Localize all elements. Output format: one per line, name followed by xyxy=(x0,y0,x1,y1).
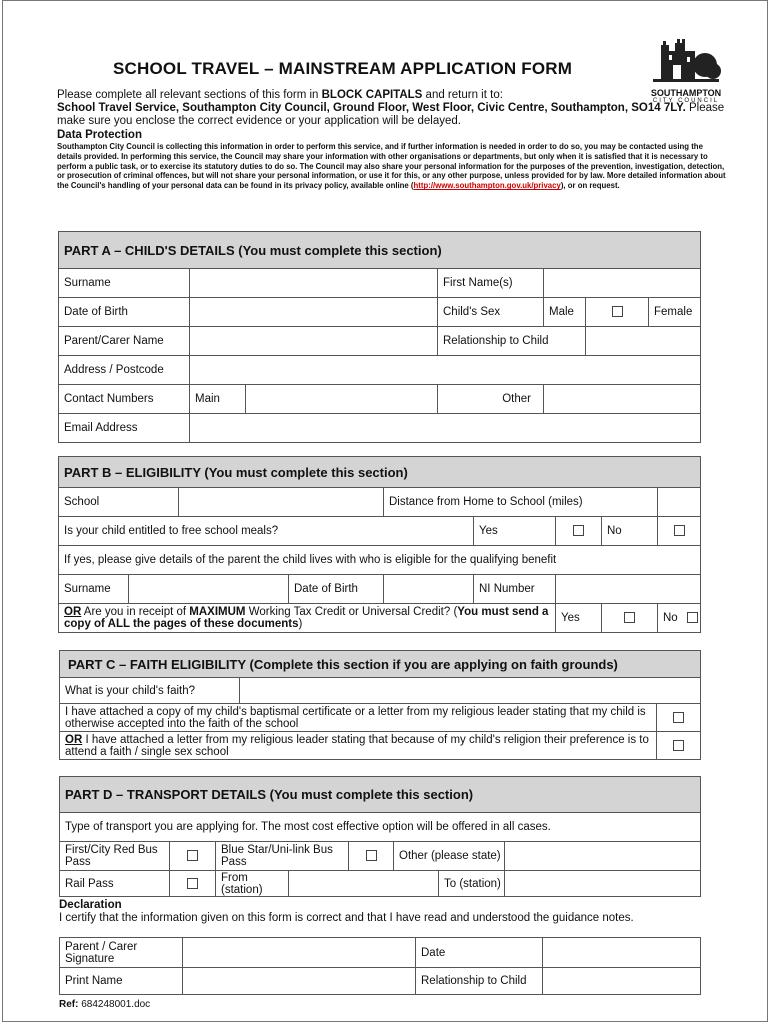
meals-question: Is your child entitled to free school meals? xyxy=(59,517,474,546)
dob-field[interactable] xyxy=(190,298,438,327)
data-protection-text: Southampton City Council is collecting this information in order to perform this service, and if further information is needed in order to do so, you may be contacted using the details provided. In performing this service, the Council may share your information with other organisations or departments, but only when it is satisfied that it is necessary to perform a public task, or to exercise its statutory duties to do so. The Council may also share your personal information for the purposes of the prevention, investigation, detection, or prosecution of criminal offences, but will not share your personal information, or use it for this, or any other purpose, unless provided for by law. More detailed information about the Council's handling of your personal data can be found in its privacy policy, available online (http://www.southampton.gov.uk/privacy), or on request. xyxy=(57,142,726,191)
first-city-checkbox[interactable] xyxy=(170,842,216,871)
from-station-field[interactable] xyxy=(289,871,439,897)
declaration-table xyxy=(59,937,701,995)
email-field[interactable] xyxy=(190,414,701,443)
logo-subname: CITY COUNCIL xyxy=(652,98,720,104)
if-yes-instruction: If yes, please give details of the parent the child lives with who is eligible for the qualifying benefit xyxy=(59,546,701,575)
religious-letter-checkbox[interactable] xyxy=(657,732,701,760)
relationship-field[interactable] xyxy=(586,327,701,356)
meals-yes-checkbox[interactable] xyxy=(556,517,602,546)
castle-icon xyxy=(651,39,721,83)
male-label: Male xyxy=(544,298,586,327)
school-label: School xyxy=(59,488,179,517)
meals-no-label: No xyxy=(602,517,658,546)
return-address: School Travel Service, Southampton City Council, Ground Floor, West Floor, Civic Centre, Southampton, SO14 7LY. xyxy=(57,102,686,114)
part-a-heading: PART A – CHILD'S DETAILS (You must complete this section) xyxy=(59,232,701,269)
first-city-label: First/City Red Bus Pass xyxy=(60,842,170,871)
intro-text: Please complete all relevant sections of this form in BLOCK CAPITALS and return it to: School Travel Service, Southampton City Council, Ground Floor, West Floor, Civic Centre, Southampton, SO14 7LY. Please make sure you enclose the correct evidence or your application will be delayed. xyxy=(57,89,725,127)
parent-dob-field[interactable] xyxy=(384,575,474,604)
tax-no-checkbox[interactable] xyxy=(687,612,698,623)
meals-no-checkbox[interactable] xyxy=(658,517,701,546)
main-label: Main xyxy=(190,385,246,414)
first-names-label: First Name(s) xyxy=(438,269,544,298)
document-reference: Ref: 684248001.doc xyxy=(59,999,151,1010)
email-label: Email Address xyxy=(59,414,190,443)
parent-surname-label: Surname xyxy=(59,575,129,604)
address-label: Address / Postcode xyxy=(59,356,190,385)
first-names-field[interactable] xyxy=(544,269,701,298)
date-field[interactable] xyxy=(543,938,701,968)
parent-surname-field[interactable] xyxy=(129,575,289,604)
distance-field[interactable] xyxy=(658,488,701,517)
male-checkbox[interactable] xyxy=(586,298,649,327)
baptismal-checkbox[interactable] xyxy=(657,704,701,732)
relationship-label: Relationship to Child xyxy=(438,327,586,356)
signature-label: Parent / Carer Signature xyxy=(60,938,183,968)
print-name-label: Print Name xyxy=(60,968,183,995)
part-b-heading: PART B – ELIGIBILITY (You must complete this section) xyxy=(59,457,701,488)
tax-credit-question: OR Are you in receipt of MAXIMUM Working Tax Credit or Universal Credit? (You must send a copy of ALL the pages of these documents) xyxy=(59,604,556,633)
female-label: Female xyxy=(649,298,701,327)
part-c-heading: PART C – FAITH ELIGIBILITY (Complete this section if you are applying on faith grounds) xyxy=(60,651,701,678)
tax-yes-checkbox[interactable] xyxy=(602,604,658,633)
faith-field[interactable] xyxy=(240,678,701,704)
form-title: SCHOOL TRAVEL – MAINSTREAM APPLICATION FORM xyxy=(113,59,573,78)
rail-pass-label: Rail Pass xyxy=(60,871,170,897)
decl-relationship-field[interactable] xyxy=(543,968,701,995)
parent-field[interactable] xyxy=(190,327,438,356)
signature-field[interactable] xyxy=(183,938,416,968)
transport-type-instruction: Type of transport you are applying for. The most cost effective option will be offered in all cases. xyxy=(60,813,701,842)
tax-yes-label: Yes xyxy=(556,604,602,633)
decl-relationship-label: Relationship to Child xyxy=(416,968,543,995)
application-form-page xyxy=(2,0,768,1022)
privacy-link[interactable]: http://www.southampton.gov.uk/privacy xyxy=(413,181,561,191)
from-station-label: From (station) xyxy=(216,871,289,897)
parent-dob-label: Date of Birth xyxy=(289,575,384,604)
surname-field[interactable] xyxy=(190,269,438,298)
to-station-field[interactable] xyxy=(505,871,701,897)
declaration-text: I certify that the information given on this form is correct and that I have read and understood the guidance notes. xyxy=(59,912,634,924)
part-a-table xyxy=(58,231,701,443)
other-number-field[interactable] xyxy=(544,385,701,414)
blue-star-label: Blue Star/Uni-link Bus Pass xyxy=(216,842,349,871)
ni-label: NI Number xyxy=(474,575,556,604)
other-transport-field[interactable] xyxy=(505,842,701,871)
address-field[interactable] xyxy=(190,356,701,385)
blue-star-checkbox[interactable] xyxy=(349,842,394,871)
to-station-label: To (station) xyxy=(439,871,505,897)
declaration-heading: Declaration xyxy=(59,899,122,911)
other-label: Other xyxy=(438,385,544,414)
faith-label: What is your child's faith? xyxy=(60,678,240,704)
meals-yes-label: Yes xyxy=(474,517,556,546)
part-c-table xyxy=(59,650,701,760)
part-d-table xyxy=(59,776,701,897)
parent-label: Parent/Carer Name xyxy=(59,327,190,356)
data-protection-heading: Data Protection xyxy=(57,129,142,141)
sex-label: Child's Sex xyxy=(438,298,544,327)
part-b-table xyxy=(58,456,701,633)
part-d-heading: PART D – TRANSPORT DETAILS (You must complete this section) xyxy=(60,777,701,813)
contact-label: Contact Numbers xyxy=(59,385,190,414)
distance-label: Distance from Home to School (miles) xyxy=(384,488,658,517)
baptismal-statement: I have attached a copy of my child's baptismal certificate or a letter from my religious leader stating that my child is otherwise accepted into the faith of the school xyxy=(60,704,657,732)
tax-no-cell: No xyxy=(658,604,701,633)
print-name-field[interactable] xyxy=(183,968,416,995)
ni-field[interactable] xyxy=(556,575,701,604)
religious-letter-statement: OR I have attached a letter from my religious leader stating that because of my child's religion their preference is to attend a faith / single sex school xyxy=(60,732,657,760)
surname-label: Surname xyxy=(59,269,190,298)
school-field[interactable] xyxy=(179,488,384,517)
logo-name: SOUTHAMPTON xyxy=(650,88,722,98)
date-label: Date xyxy=(416,938,543,968)
main-number-field[interactable] xyxy=(246,385,438,414)
other-transport-label: Other (please state) xyxy=(394,842,505,871)
dob-label: Date of Birth xyxy=(59,298,190,327)
rail-pass-checkbox[interactable] xyxy=(170,871,216,897)
